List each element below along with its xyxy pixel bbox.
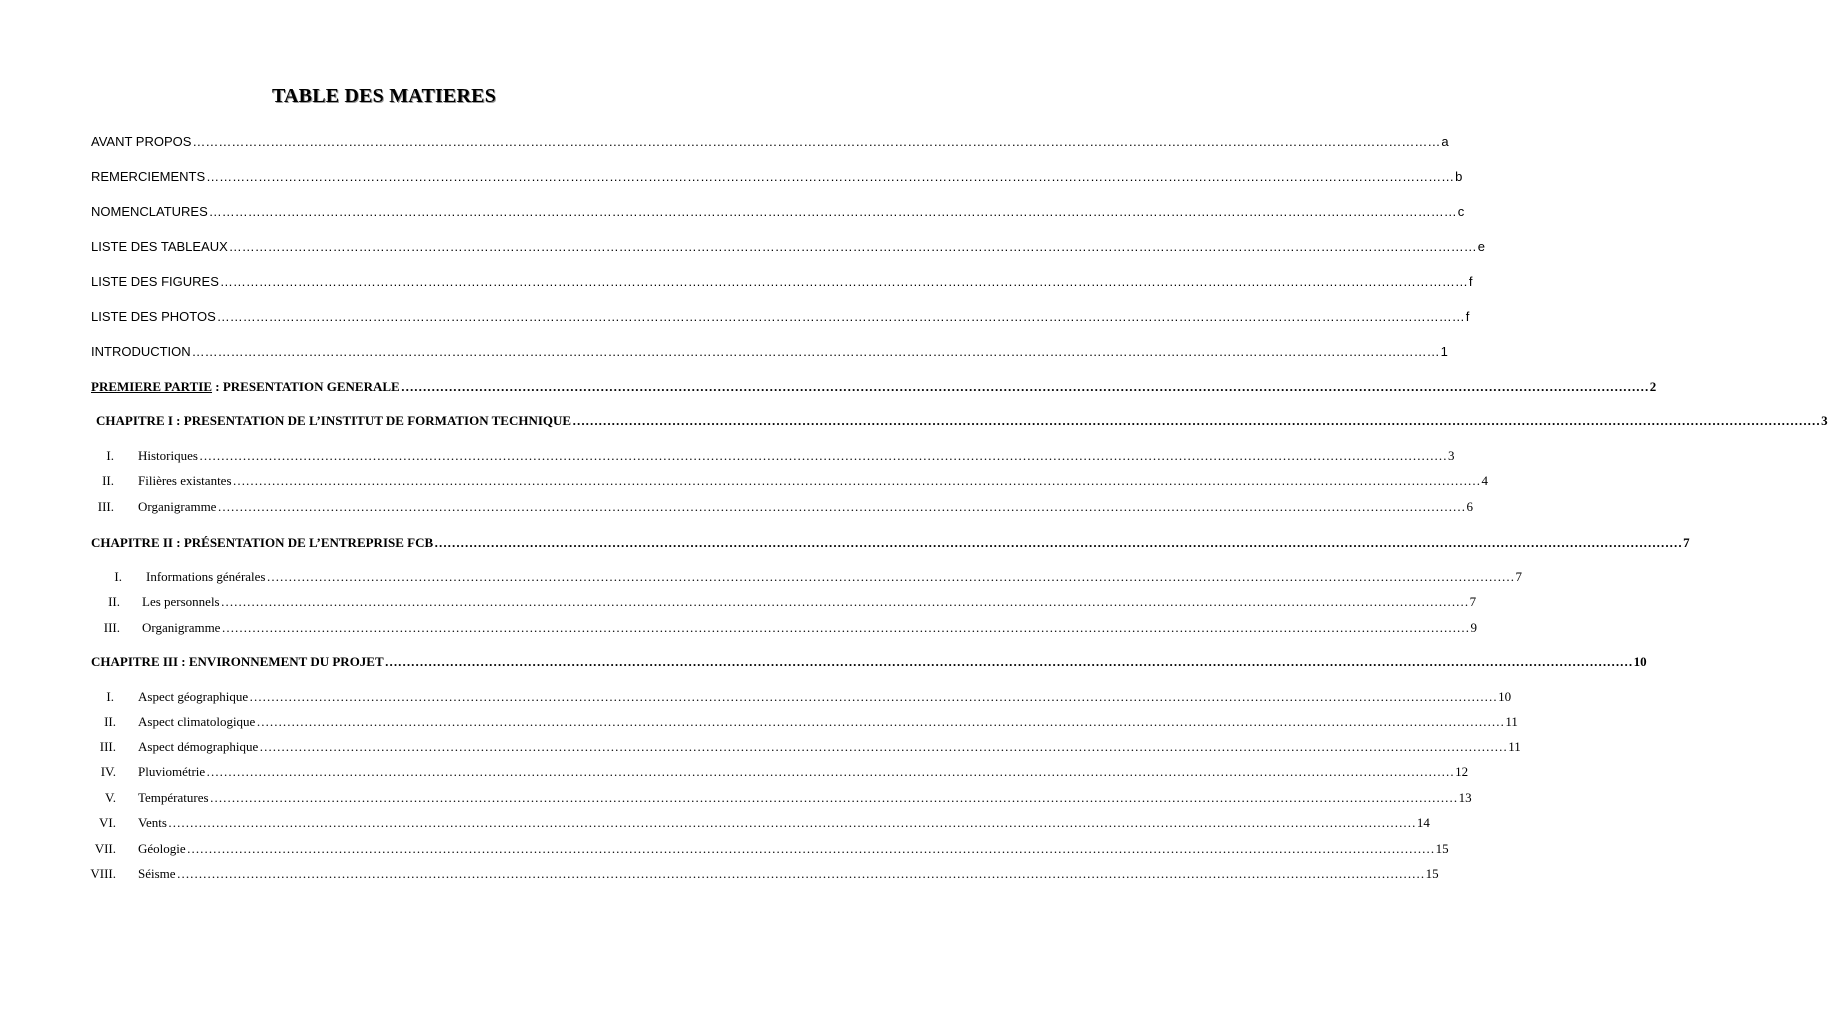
leader-dots — [187, 840, 1435, 858]
section-number: III. — [103, 620, 120, 635]
section-number: VI. — [99, 815, 116, 830]
toc-label: LISTE DES PHOTOS — [91, 309, 216, 324]
toc-page: 9 — [1470, 620, 1477, 635]
section-number: I. — [106, 448, 114, 463]
toc-page: b — [1455, 169, 1463, 184]
toc-label: CHAPITRE I : PRESENTATION DE L’INSTITUT DE FORMATION TECHNIQUE — [96, 413, 572, 428]
part-title: : PRESENTATION GENERALE — [212, 379, 400, 394]
toc-entry-premiere-partie — [91, 378, 1657, 396]
toc-label: INTRODUCTION — [91, 344, 191, 359]
toc-label: LISTE DES TABLEAUX — [91, 239, 228, 254]
toc-page: 4 — [1481, 473, 1489, 488]
part-label: PREMIERE PARTIE — [91, 379, 213, 394]
toc-label: Les personnels — [142, 594, 220, 609]
leader-dots — [177, 865, 1425, 883]
leader-dots — [217, 308, 1465, 326]
toc-page: 12 — [1455, 764, 1469, 779]
leader-dots — [220, 273, 1468, 291]
section-number: VIII. — [90, 866, 116, 881]
toc-page: 10 — [1498, 689, 1512, 704]
toc-entry-liste-des-tableaux — [91, 238, 1486, 256]
toc-page: 7 — [1683, 535, 1690, 550]
toc-section — [106, 688, 1512, 706]
toc-entry-liste-des-photos — [91, 308, 1470, 326]
section-number: II. — [108, 594, 120, 609]
toc-page: 3 — [1447, 448, 1455, 463]
leader-dots — [221, 593, 1469, 611]
toc-label: Historiques — [138, 448, 198, 463]
toc-page: 7 — [1515, 569, 1522, 584]
section-number: III. — [97, 499, 114, 514]
leader-dots — [221, 619, 1469, 637]
toc-chapter-1 — [96, 412, 1828, 430]
leader-dots — [233, 472, 1481, 490]
toc-label: Aspect climatologique — [138, 714, 256, 729]
toc-page: e — [1477, 239, 1486, 254]
toc-section — [103, 619, 1477, 637]
leader-dots — [385, 653, 1633, 671]
toc-label: Aspect géographique — [138, 689, 249, 704]
toc-page: c — [1457, 204, 1465, 219]
toc-page: 1 — [1440, 344, 1448, 359]
toc-section — [90, 865, 1439, 883]
toc-label — [91, 378, 400, 396]
toc-page: 15 — [1425, 866, 1439, 881]
toc-label: Séisme — [138, 866, 176, 881]
toc-page: 11 — [1505, 714, 1518, 729]
toc-label: Aspect démographique — [138, 739, 259, 754]
toc-entry-liste-des-figures — [91, 273, 1473, 291]
section-number: I. — [114, 569, 122, 584]
leader-dots — [401, 378, 1649, 396]
toc-section — [99, 814, 1430, 832]
leader-dots — [168, 814, 1416, 832]
toc-label: Pluviométrie — [138, 764, 206, 779]
toc-section — [100, 763, 1469, 781]
toc-section — [104, 713, 1518, 731]
section-number: IV. — [100, 764, 116, 779]
toc-page: 13 — [1458, 790, 1472, 805]
toc-page: 2 — [1649, 379, 1657, 394]
toc-page: f — [1465, 309, 1470, 324]
toc-page: a — [1441, 134, 1449, 149]
toc-section — [94, 840, 1449, 858]
toc-chapter-2 — [91, 534, 1690, 552]
toc-label: NOMENCLATURES — [91, 204, 208, 219]
toc-label: Températures — [138, 790, 209, 805]
leader-dots — [572, 412, 1820, 430]
toc-label: Organigramme — [142, 620, 221, 635]
toc-section — [105, 789, 1472, 807]
leader-dots — [229, 238, 1477, 256]
toc-section — [108, 593, 1477, 611]
toc-label: CHAPITRE III : ENVIRONNEMENT DU PROJET — [91, 654, 384, 669]
toc-page: 15 — [1435, 841, 1449, 856]
toc-page: 7 — [1469, 594, 1477, 609]
section-number: VII. — [94, 841, 116, 856]
toc-label: LISTE DES FIGURES — [91, 274, 219, 289]
toc-page: 14 — [1416, 815, 1430, 830]
toc-entry-introduction — [91, 343, 1448, 361]
toc-label: Organigramme — [138, 499, 217, 514]
toc-section — [102, 472, 1489, 490]
toc-section — [114, 568, 1522, 586]
toc-chapter-3 — [91, 653, 1647, 671]
toc-entry-remerciements — [91, 168, 1463, 186]
leader-dots — [256, 713, 1504, 731]
toc-page: 10 — [1633, 654, 1647, 669]
toc-label: Géologie — [138, 841, 186, 856]
leader-dots — [259, 738, 1507, 756]
leader-dots — [199, 447, 1447, 465]
leader-dots — [192, 343, 1440, 361]
toc-page: f — [1468, 274, 1473, 289]
toc-label: Vents — [138, 815, 167, 830]
leader-dots — [266, 568, 1514, 586]
leader-dots — [206, 763, 1454, 781]
leader-dots — [209, 203, 1457, 221]
toc-page: 6 — [1466, 499, 1473, 514]
section-number: I. — [106, 689, 114, 704]
toc-label: AVANT PROPOS — [91, 134, 192, 149]
toc-section — [106, 447, 1455, 465]
leader-dots — [434, 534, 1682, 552]
toc-label: Filières existantes — [138, 473, 232, 488]
section-number: III. — [99, 739, 116, 754]
leader-dots — [206, 168, 1454, 186]
page-title: TABLE DES MATIERES — [271, 85, 497, 107]
section-number: II. — [102, 473, 114, 488]
toc-entry-nomenclatures — [91, 203, 1465, 221]
section-number: V. — [105, 790, 116, 805]
toc-page: 11 — [1508, 739, 1521, 754]
toc-page: 3 — [1821, 413, 1828, 428]
toc-entry-avant-propos — [91, 133, 1449, 151]
leader-dots — [210, 789, 1458, 807]
toc-section — [97, 498, 1473, 516]
toc-section — [99, 738, 1521, 756]
toc-label: Informations générales — [146, 569, 266, 584]
toc-label: REMERCIEMENTS — [91, 169, 206, 184]
leader-dots — [192, 133, 1440, 151]
toc-label: CHAPITRE II : PRÉSENTATION DE L’ENTREPRISE FCB — [91, 535, 434, 550]
section-number: II. — [104, 714, 116, 729]
leader-dots — [249, 688, 1497, 706]
leader-dots — [217, 498, 1465, 516]
